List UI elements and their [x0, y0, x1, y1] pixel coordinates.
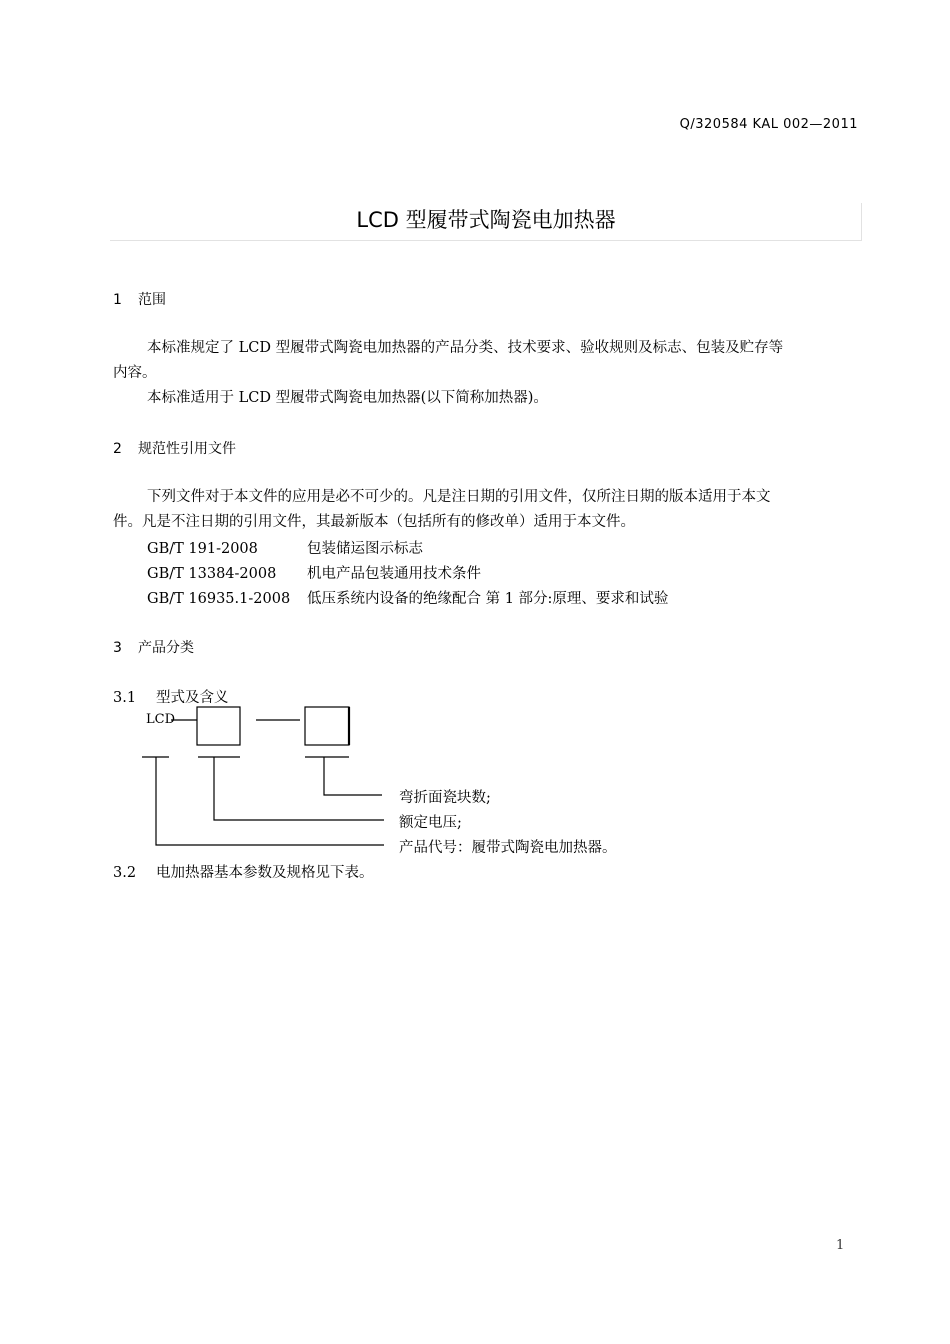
paragraph-line: 下列文件对于本文件的应用是必不可少的。凡是注日期的引用文件，仅所注日期的版本适用于本文 — [147, 489, 771, 505]
page-number: 1 — [836, 1238, 845, 1253]
reference-row — [147, 562, 481, 583]
paragraph-line: 本标准适用于 LCD 型履带式陶瓷电加热器(以下简称加热器)。 — [147, 390, 548, 406]
subsection-number: 3.1 — [113, 690, 137, 706]
section-heading-scope — [113, 289, 166, 309]
reference-row — [147, 587, 668, 608]
document-code: Q/320584 KAL 002—2011 — [679, 117, 858, 132]
section-title: 范围 — [138, 292, 166, 308]
voltage-leader-line — [214, 757, 384, 820]
subsection-heading-3-2 — [113, 861, 374, 882]
scope-paragraph-1 — [113, 336, 863, 386]
label-bend-count: 弯折面瓷块数; — [399, 790, 491, 806]
paragraph-line: 本标准规定了 LCD 型履带式陶瓷电加热器的产品分类、技术要求、验收规则及标志、包装及贮存等 — [147, 340, 784, 356]
section-heading-normative — [113, 438, 236, 458]
label-rated-voltage: 额定电压; — [399, 815, 462, 831]
reference-title: 低压系统内设备的绝缘配合 第 1 部分:原理、要求和试验 — [307, 591, 669, 607]
section-heading-classification — [113, 637, 194, 657]
bend-count-box — [305, 707, 349, 745]
document-title: LCD 型履带式陶瓷电加热器 — [356, 208, 616, 232]
reference-title: 机电产品包装通用技术条件 — [307, 566, 481, 582]
subsection-title: 电加热器基本参数及规格见下表。 — [156, 865, 374, 881]
subsection-title: 型式及含义 — [156, 690, 229, 706]
reference-title: 包装储运图示标志 — [307, 541, 423, 557]
scope-paragraph-2 — [113, 386, 863, 411]
section-number: 2 — [113, 441, 122, 457]
section-title: 产品分类 — [138, 640, 194, 656]
section-title: 规范性引用文件 — [138, 441, 236, 457]
reference-code: GB/T 191-2008 — [147, 541, 258, 557]
paragraph-line: 内容。 — [113, 365, 157, 381]
model-prefix: LCD — [146, 712, 176, 727]
section-number: 3 — [113, 640, 122, 656]
title-underline — [110, 240, 862, 241]
bend-leader-line — [324, 757, 382, 795]
normative-paragraph — [113, 485, 863, 535]
code-leader-line — [156, 757, 384, 845]
reference-code: GB/T 13384-2008 — [147, 566, 277, 582]
reference-code: GB/T 16935.1-2008 — [147, 591, 291, 607]
subsection-number: 3.2 — [113, 865, 137, 881]
subsection-heading-3-1 — [113, 686, 229, 707]
section-number: 1 — [113, 292, 122, 308]
paragraph-line: 件。凡是不注日期的引用文件，其最新版本（包括所有的修改单）适用于本文件。 — [113, 514, 635, 530]
title-right-rule — [861, 203, 862, 240]
voltage-box — [197, 707, 240, 745]
reference-row — [147, 537, 423, 558]
label-product-code: 产品代号：履带式陶瓷电加热器。 — [399, 840, 617, 856]
